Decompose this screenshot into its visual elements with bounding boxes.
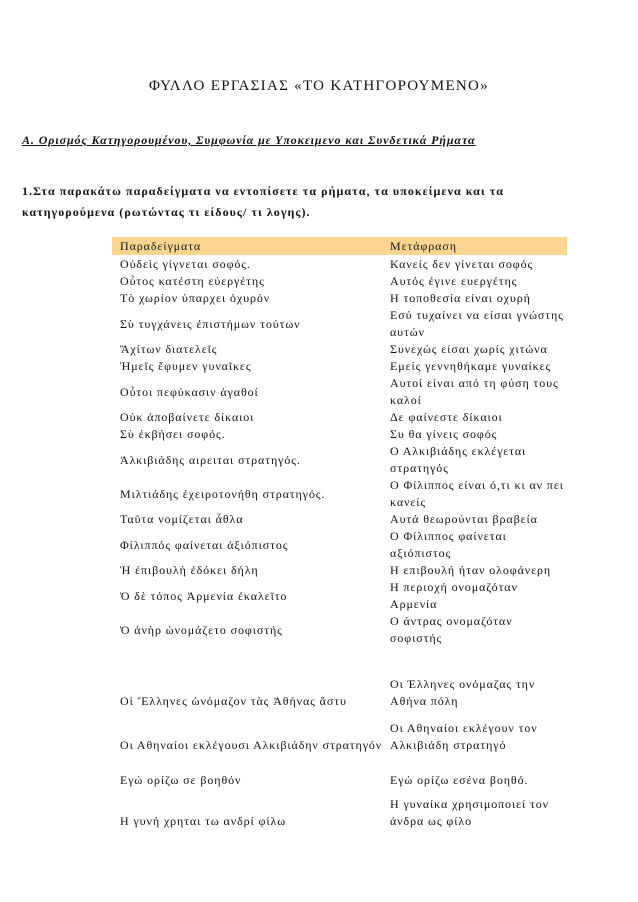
translation: Οι Αθηναίοι εκλέγουν τον Αλκιβιάδη στρατηγό	[390, 721, 538, 752]
translation: Αυτά θεωρούνται βραβεία	[390, 512, 538, 526]
greek-example: Οὗτος κατέστη εὐεργέτης	[120, 274, 265, 288]
table-row	[112, 511, 567, 528]
table-row	[112, 426, 567, 443]
greek-example: Ὁ δὲ τόπος Ἀρμενία ἐκαλεῖτο	[120, 588, 288, 603]
table-header-row	[112, 237, 567, 255]
section-heading: Α. Ορισμός Κατηγορουμένου, Συμφωνία με Υποκειμενο και Συνδετικά Ρήματα	[22, 133, 476, 147]
translation: Η τοποθεσία είναι οχυρή	[390, 291, 531, 305]
greek-example: Ἀλκιβιάδης αιρειται στρατηγός.	[120, 452, 301, 467]
greek-example: Η γυνή χρηται τω ανδρί φίλω	[120, 814, 287, 828]
greek-example: Σὺ τυγχάνεις ἐπιστήμων τούτων	[120, 316, 301, 331]
greek-example: Ἡμεῖς ἔφυμεν γυναῖκες	[120, 359, 252, 373]
column-header-translation: Μετάφραση	[390, 238, 457, 253]
translation: Η περιοχή ονομαζόταν Αρμενία	[390, 580, 518, 611]
table-row	[112, 307, 567, 341]
greek-example: Ὁ ἀνὴρ ὠνομάζετο σοφιστής	[120, 622, 283, 637]
table-row	[112, 273, 567, 290]
greek-example: Εγώ ορίζω σε βοηθόν	[120, 773, 242, 787]
greek-example: Φίλιππός φαίνεται ἀξιόπιστος	[120, 537, 289, 552]
table-row	[112, 528, 567, 562]
translation: Κανείς δεν γίνεται σοφός	[390, 256, 534, 271]
translation: Οι Έλληνες ονόμαζας την Αθήνα πόλη	[390, 677, 536, 708]
table-row	[112, 358, 567, 375]
translation: Ο Φίλιππος φαίνεται αξιόπιστος	[390, 529, 507, 560]
greek-example: Οἱ Ἕλληνες ὠνόμαζον τὰς Ἀθήνας ἄστυ	[120, 694, 347, 708]
translation: Συνεχώς είσαι χωρίς χιτώνα	[390, 342, 548, 356]
examples-table	[112, 237, 567, 830]
greek-example: Τὸ χωρίον ὑπαρχει ὀχυρόν	[120, 291, 271, 305]
greek-example: Ταῦτα νομίζεται ἆθλα	[120, 512, 244, 526]
page-title: ΦΥΛΛΟ ΕΡΓΑΣΙΑΣ «ΤΟ ΚΑΤΗΓΟΡΟΥΜΕΝΟ»	[149, 78, 489, 94]
greek-example: Μιλτιάδης ἐχειροτονήθη στρατηγός.	[120, 486, 326, 501]
table-row	[112, 290, 567, 307]
greek-example: Ἡ ἐπιβουλὴ ἐδόκει δήλη	[120, 563, 259, 577]
translation: Ο άντρας ονομαζόταν σοφιστής	[390, 614, 513, 645]
translation: Εμείς γεννηθήκαμε γυναίκες	[390, 359, 552, 373]
table-row	[112, 409, 567, 426]
exercise-instruction: 1.Στα παρακάτω παραδείγματα να εντοπίσετε τα ρήματα, τα υποκείμενα και τα κατηγορούμενα (ρωτώντας τι είδους/ τι λογης).	[22, 184, 505, 219]
translation: Δε φαίνεστε δίκαιοι	[390, 410, 503, 424]
greek-example: Οὐδεὶς γίγνεται σοφός.	[120, 256, 251, 271]
table-row	[112, 754, 567, 789]
translation: Αυτοί είναι από τη φύση τους καλοί	[390, 376, 559, 407]
column-header-examples: Παραδείγματα	[120, 238, 202, 253]
table-row	[112, 341, 567, 358]
translation: Η γυναίκα χρησιμοποιεί τον άνδρα ως φίλο	[390, 797, 550, 828]
table-row	[112, 477, 567, 511]
greek-example: Οι Αθηναίοι εκλέγουσι Αλκιβιάδην στρατηγόν	[120, 738, 383, 752]
table-row	[112, 789, 567, 830]
table-row	[112, 562, 567, 579]
greek-example: Ἄχίτων διατελεῖς	[120, 342, 218, 356]
translation: Εσύ τυχαίνει να είσαι γνώστης αυτών	[390, 308, 564, 339]
table-row	[112, 375, 567, 409]
translation: Εγώ ορίζω εσένα βοηθό.	[390, 773, 529, 787]
greek-example: Οὐκ ἀποβαίνετε δίκαιοι	[120, 410, 255, 424]
translation: Ο Φίλιππος είναι ό,τι κι αν πει κανείς	[390, 478, 564, 509]
translation: Αυτός έγινε ευεργέτης	[390, 274, 518, 288]
table-row	[112, 579, 567, 613]
translation: Συ θα γίνεις σοφός	[390, 427, 498, 441]
translation: Η επιβουλή ήταν ολοφάνερη	[390, 563, 552, 577]
table-row	[112, 710, 567, 754]
table-row	[112, 443, 567, 477]
greek-example: Οὗτοι πεφύκασιν ἀγαθοί	[120, 384, 259, 399]
translation: Ο Αλκιβιάδης εκλέγεται στρατηγός	[390, 444, 527, 475]
greek-example: Σὺ ἐκβήσει σοφός.	[120, 427, 226, 441]
table-row	[112, 613, 567, 647]
table-row	[112, 255, 567, 273]
table-row	[112, 647, 567, 710]
